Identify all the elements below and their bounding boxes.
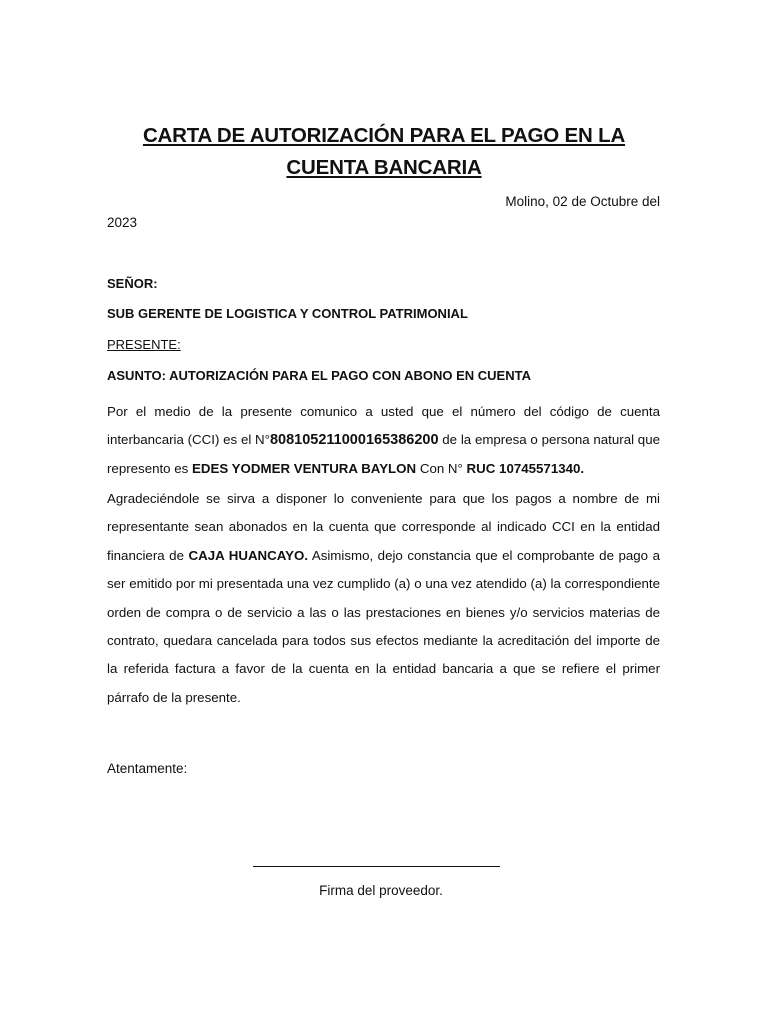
cci-number: 808105211000165386200 (269, 432, 439, 449)
paragraph-cci-text-b: de la empresa o persona natural que represento es (107, 432, 660, 476)
paragraph-authorization (107, 485, 660, 712)
closing: Atentamente: (107, 761, 188, 776)
paragraph-cci (107, 398, 660, 483)
paragraph-authorization-text-a: Agradeciéndole se sirva a disponer lo conveniente para que los pagos a nombre de mi representante sean abonados en la cuenta que corresponde al indicado CCI en la entidad financiera de (107, 491, 660, 563)
paragraph-authorization-text-b: Asimismo, dejo constancia que el comprobante de pago a ser emitido por mi presentada una vez cumplido (a) o una vez atendido (a) la correspondiente orden de compra o de servicio a las o las prestaciones en bienes y/o servicios materias de contrato, quedara cancelada para todos sus efectos mediante la acreditación del importe de la referida factura a favor de la cuenta en la entidad bancaria a que se refiere el primer párrafo de la presente. (107, 547, 660, 705)
salutation: SEÑOR: (107, 276, 158, 291)
presente-label: PRESENTE: (107, 337, 181, 352)
signature-caption: Firma del proveedor. (319, 883, 443, 898)
recipient: SUB GERENTE DE LOGISTICA Y CONTROL PATRIMONIAL (107, 306, 468, 321)
letter-title: CARTA DE AUTORIZACIÓN PARA EL PAGO EN LA CUENTA BANCARIA (142, 124, 626, 179)
paragraph-cci-text-a: Por el medio de la presente comunico a usted que el número del código de cuenta interbancaria (CCI) es el N° (107, 404, 660, 448)
ruc-number: RUC 10745571340. (466, 460, 585, 476)
subject-line: ASUNTO: AUTORIZACIÓN PARA EL PAGO CON ABONO EN CUENTA (107, 368, 531, 383)
paragraph-cci-text-c: Con N° (416, 460, 467, 476)
bank-name: CAJA HUANCAYO. (188, 547, 309, 563)
signature-line (253, 866, 500, 867)
date-line: Molino, 02 de Octubre del (505, 194, 660, 209)
company-name: EDES YODMER VENTURA BAYLON (192, 460, 417, 476)
date-year: 2023 (107, 215, 138, 230)
